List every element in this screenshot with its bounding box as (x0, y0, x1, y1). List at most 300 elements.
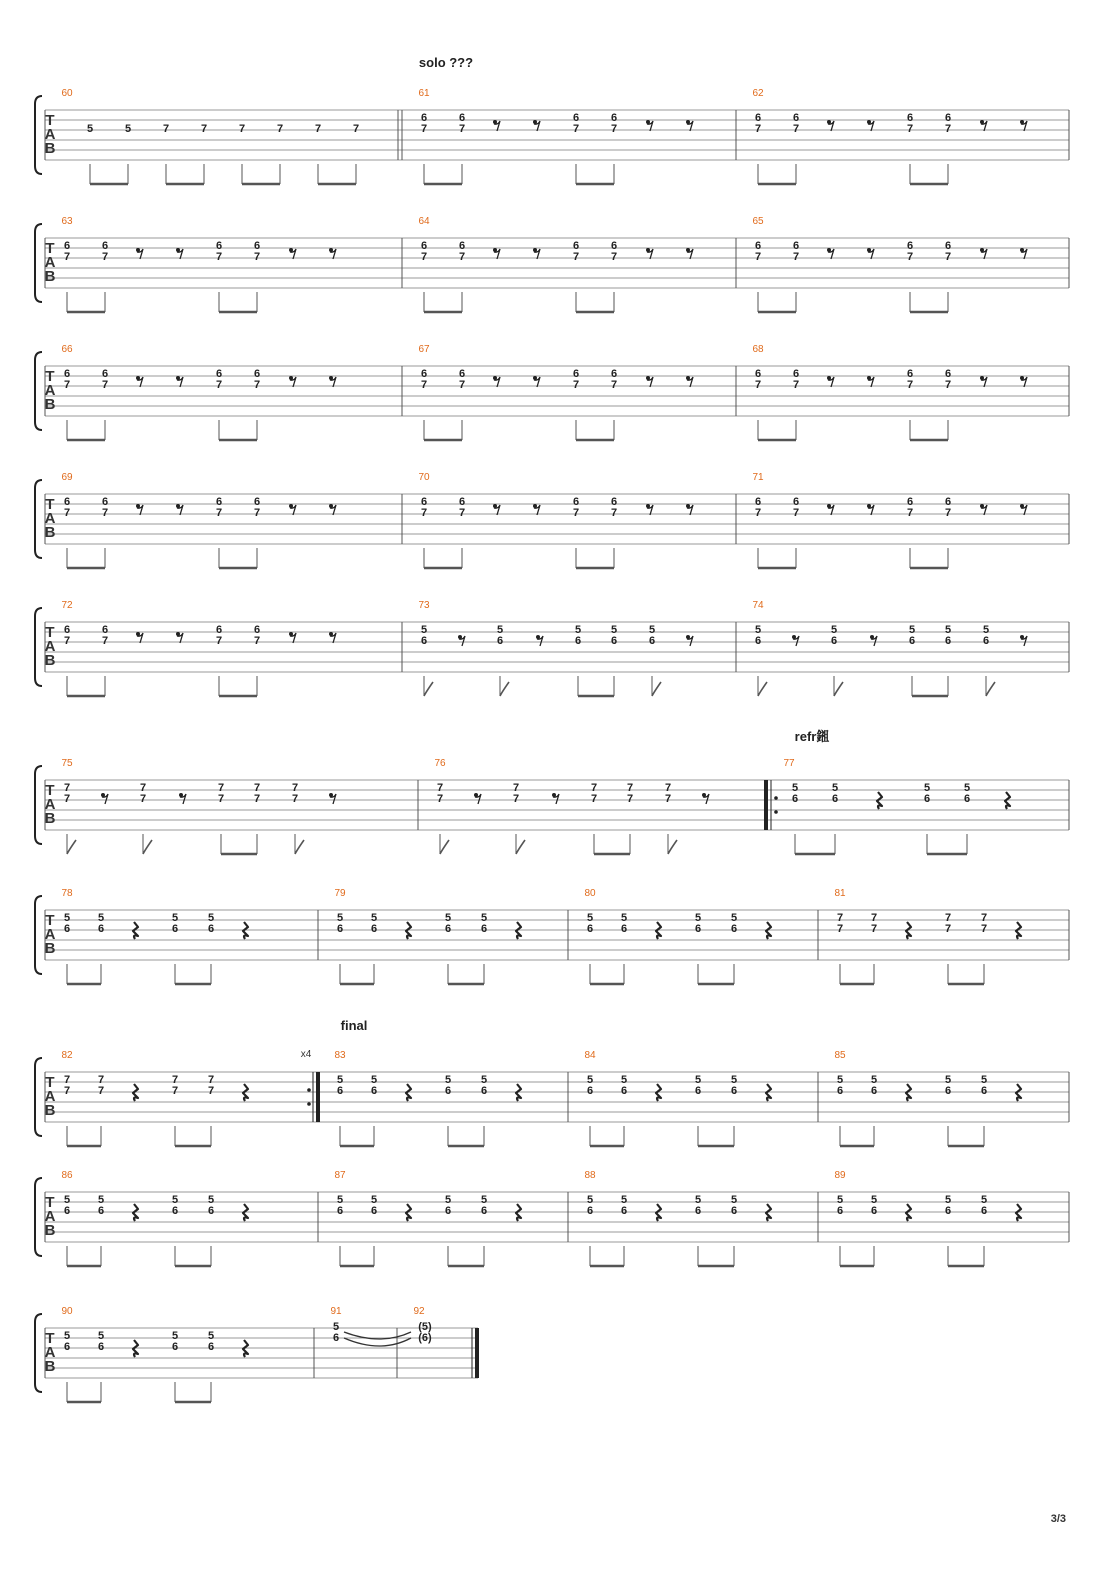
fret-number: 5 (836, 1194, 844, 1206)
fret-number: 6 (754, 368, 762, 380)
fret-number: 7 (458, 507, 466, 519)
fret-number: 5 (944, 1074, 952, 1086)
fret-number: 7 (171, 1074, 179, 1086)
fret-number: 5 (870, 1194, 878, 1206)
measure-number: 63 (61, 216, 73, 227)
measure-number: 73 (418, 600, 430, 611)
fret-number: 6 (63, 1341, 71, 1353)
tab-clef-t: T (45, 496, 55, 513)
fret-number: 7 (572, 379, 580, 391)
fret-number: 7 (590, 793, 598, 805)
fret-number: 5 (480, 912, 488, 924)
fret-number: 6 (944, 635, 952, 647)
fret-number: 7 (610, 251, 618, 263)
eighth-rest (552, 793, 559, 804)
rest-dot (136, 632, 140, 636)
fret-number: 7 (754, 379, 762, 391)
fret-number: 6 (906, 240, 914, 252)
fret-number: 5 (63, 1194, 71, 1206)
fret-number: 5 (63, 912, 71, 924)
rest-dot (533, 248, 537, 252)
fret-number: 6 (730, 1205, 738, 1217)
fret-number: 7 (63, 635, 71, 647)
rest-dot (1020, 635, 1024, 639)
rest-dot (827, 504, 831, 508)
fret-number: 6 (694, 1085, 702, 1097)
fret-number: 7 (352, 123, 360, 135)
fret-number: 7 (610, 123, 618, 135)
fret-number: 5 (980, 1074, 988, 1086)
rest-dot (493, 248, 497, 252)
rest-dot (533, 120, 537, 124)
fret-number: 6 (63, 496, 71, 508)
eighth-rest (329, 376, 336, 387)
tab-clef-a: A (44, 1344, 56, 1361)
fret-number: 7 (215, 635, 223, 647)
tab-clef-b: B (44, 524, 56, 541)
tab-clef-b: B (44, 652, 56, 669)
rest-dot (493, 376, 497, 380)
fret-number: 6 (792, 368, 800, 380)
system-bracket (35, 608, 42, 686)
tab-clef-t: T (45, 1074, 55, 1091)
fret-number: 7 (207, 1074, 215, 1086)
fret-number: 6 (730, 923, 738, 935)
fret-number: 5 (171, 1194, 179, 1206)
fret-number: 6 (980, 1085, 988, 1097)
fret-number: 5 (496, 624, 504, 636)
fret-number: 5 (586, 912, 594, 924)
fret-number: 6 (572, 496, 580, 508)
measure-number: 77 (783, 758, 795, 769)
measure-number: 65 (752, 216, 764, 227)
eighth-rest (980, 376, 987, 387)
tab-clef-b: B (44, 1102, 56, 1119)
eighth-rest (686, 248, 693, 259)
fret-number: 7 (572, 123, 580, 135)
eighth-rest (980, 248, 987, 259)
fret-number: 5 (620, 1194, 628, 1206)
fret-number: 6 (610, 368, 618, 380)
rest-dot (702, 793, 706, 797)
fret-number: 5 (444, 1074, 452, 1086)
fret-number: 6 (444, 923, 452, 935)
fret-number: 5 (336, 1074, 344, 1086)
fret-number: 7 (420, 123, 428, 135)
fret-number: 7 (63, 1074, 71, 1086)
tab-clef-b: B (44, 1358, 56, 1375)
fret-number: 6 (906, 368, 914, 380)
fret-number: 6 (458, 112, 466, 124)
rest-dot (646, 120, 650, 124)
measure-number: 72 (61, 600, 73, 611)
eighth-rest (827, 376, 834, 387)
tab-clef-a: A (44, 926, 56, 943)
fret-number: 5 (586, 1074, 594, 1086)
fret-number: 7 (63, 507, 71, 519)
fret-number: 6 (610, 112, 618, 124)
repeat-count: x4 (300, 1049, 312, 1060)
fret-number: 6 (620, 1205, 628, 1217)
eighth-rest (329, 793, 336, 804)
fret-number: 6 (253, 624, 261, 636)
measure-number: 75 (61, 758, 73, 769)
fret-number: 7 (253, 793, 261, 805)
fret-number: 5 (444, 912, 452, 924)
final-barline-thick (475, 1328, 479, 1378)
measure-number: 86 (61, 1170, 73, 1181)
eighth-rest (533, 376, 540, 387)
note-flag (67, 840, 76, 854)
fret-number: 6 (754, 635, 762, 647)
fret-number: (5) (418, 1321, 432, 1333)
fret-number: 5 (586, 1194, 594, 1206)
rest-dot (686, 120, 690, 124)
fret-number: 7 (207, 1085, 215, 1097)
fret-number: 7 (754, 507, 762, 519)
rest-dot (536, 635, 540, 639)
rest-dot (533, 376, 537, 380)
fret-number: 7 (572, 251, 580, 263)
fret-number: 5 (480, 1194, 488, 1206)
repeat-dot (307, 1102, 311, 1106)
fret-number: 7 (253, 379, 261, 391)
rest-dot (176, 248, 180, 252)
fret-number: 6 (63, 240, 71, 252)
measure-number: 84 (584, 1050, 596, 1061)
fret-number: 6 (207, 1341, 215, 1353)
fret-number: 6 (63, 923, 71, 935)
fret-number: 7 (664, 793, 672, 805)
fret-number: 7 (420, 379, 428, 391)
fret-number: 5 (97, 912, 105, 924)
fret-number: 5 (610, 624, 618, 636)
note-flag (516, 840, 525, 854)
measure-number: 69 (61, 472, 73, 483)
fret-number: 7 (944, 923, 952, 935)
fret-number: 6 (574, 635, 582, 647)
system-bracket (35, 224, 42, 302)
measure-number: 74 (752, 600, 764, 611)
fret-number: 7 (253, 507, 261, 519)
fret-number: 6 (420, 240, 428, 252)
fret-number: 6 (944, 112, 952, 124)
fret-number: 6 (830, 635, 838, 647)
fret-number: 7 (906, 251, 914, 263)
fret-number: 6 (458, 368, 466, 380)
measure-number: 67 (418, 344, 430, 355)
fret-number: 6 (253, 368, 261, 380)
section-label-final: final (340, 1018, 368, 1033)
fret-number: 6 (458, 496, 466, 508)
fret-number: 5 (336, 912, 344, 924)
eighth-rest (329, 632, 336, 643)
eighth-rest (474, 793, 481, 804)
fret-number: 7 (754, 123, 762, 135)
fret-number: 7 (63, 379, 71, 391)
fret-number: 6 (610, 240, 618, 252)
fret-number: 5 (207, 912, 215, 924)
eighth-rest (646, 376, 653, 387)
fret-number: 6 (982, 635, 990, 647)
fret-number: 6 (370, 1205, 378, 1217)
fret-number: 6 (97, 1341, 105, 1353)
fret-number: 6 (207, 1205, 215, 1217)
fret-number: 5 (86, 123, 94, 135)
rest-dot (289, 376, 293, 380)
measure-number: 68 (752, 344, 764, 355)
repeat-dot (774, 796, 778, 800)
rest-dot (329, 248, 333, 252)
rest-dot (493, 120, 497, 124)
fret-number: 6 (480, 1085, 488, 1097)
tab-clef-t: T (45, 240, 55, 257)
rest-dot (980, 376, 984, 380)
rest-dot (329, 504, 333, 508)
fret-number: 7 (754, 251, 762, 263)
fret-number: 6 (97, 923, 105, 935)
fret-number: 7 (944, 251, 952, 263)
eighth-rest (827, 120, 834, 131)
fret-number: 6 (870, 1085, 878, 1097)
note-flag (143, 840, 152, 854)
fret-number: 7 (291, 793, 299, 805)
fret-number: 6 (754, 112, 762, 124)
fret-number: 7 (664, 782, 672, 794)
fret-number: 7 (906, 507, 914, 519)
fret-number: 6 (215, 496, 223, 508)
fret-number: 6 (980, 1205, 988, 1217)
fret-number: 6 (791, 793, 799, 805)
fret-number: 7 (101, 507, 109, 519)
rest-dot (686, 248, 690, 252)
fret-number: 7 (980, 923, 988, 935)
eighth-rest (101, 793, 108, 804)
fret-number: 5 (694, 1194, 702, 1206)
eighth-rest (289, 504, 296, 515)
eighth-rest (1020, 248, 1027, 259)
fret-number: 7 (944, 123, 952, 135)
tab-clef-t: T (45, 782, 55, 799)
fret-number: 6 (754, 496, 762, 508)
fret-number: 6 (253, 496, 261, 508)
fret-number: 6 (171, 923, 179, 935)
note-flag (500, 682, 509, 696)
eighth-rest (1020, 376, 1027, 387)
tab-clef-a: A (44, 510, 56, 527)
fret-number: 7 (162, 123, 170, 135)
eighth-rest (289, 632, 296, 643)
fret-number: 7 (63, 782, 71, 794)
fret-number: 6 (480, 1205, 488, 1217)
fret-number: 6 (694, 1205, 702, 1217)
measure-number: 81 (834, 888, 846, 899)
fret-number: 6 (648, 635, 656, 647)
rest-dot (867, 376, 871, 380)
fret-number: 6 (101, 240, 109, 252)
note-flag (758, 682, 767, 696)
system-bracket (35, 1178, 42, 1256)
eighth-rest (179, 793, 186, 804)
fret-number: 5 (694, 1074, 702, 1086)
measure-number: 66 (61, 344, 73, 355)
fret-number: 7 (436, 793, 444, 805)
tab-clef-b: B (44, 268, 56, 285)
fret-number: 7 (944, 507, 952, 519)
fret-number: 6 (831, 793, 839, 805)
rest-dot (176, 632, 180, 636)
fret-number: 7 (215, 379, 223, 391)
eighth-rest (686, 504, 693, 515)
fret-number: 5 (963, 782, 971, 794)
fret-number: 7 (139, 793, 147, 805)
measure-number: 70 (418, 472, 430, 483)
eighth-rest (1020, 504, 1027, 515)
rest-dot (827, 376, 831, 380)
rest-dot (329, 793, 333, 797)
measure-number: 60 (61, 88, 73, 99)
rest-dot (686, 376, 690, 380)
fret-number: 6 (370, 923, 378, 935)
fret-number: 5 (207, 1330, 215, 1342)
note-flag (834, 682, 843, 696)
eighth-rest (329, 248, 336, 259)
eighth-rest (867, 504, 874, 515)
system-bracket (35, 1058, 42, 1136)
fret-number: 6 (792, 112, 800, 124)
fret-number: 6 (944, 368, 952, 380)
tab-clef-b: B (44, 1222, 56, 1239)
fret-number: 7 (291, 782, 299, 794)
rest-dot (474, 793, 478, 797)
fret-number: 7 (792, 379, 800, 391)
fret-number: 5 (830, 624, 838, 636)
fret-number: 7 (314, 123, 322, 135)
fret-number: 7 (610, 507, 618, 519)
fret-number: 6 (620, 1085, 628, 1097)
fret-number: 6 (836, 1205, 844, 1217)
fret-number: 5 (171, 912, 179, 924)
fret-number: 6 (923, 793, 931, 805)
fret-number: 7 (792, 507, 800, 519)
eighth-rest (136, 376, 143, 387)
fret-number: 6 (836, 1085, 844, 1097)
eighth-rest (980, 120, 987, 131)
measure-number: 83 (334, 1050, 346, 1061)
note-flag (986, 682, 995, 696)
eighth-rest (1020, 635, 1027, 646)
fret-number: 7 (200, 123, 208, 135)
rest-dot (827, 120, 831, 124)
fret-number: 7 (944, 379, 952, 391)
fret-number: 6 (215, 240, 223, 252)
fret-number: 6 (336, 923, 344, 935)
fret-number: 7 (171, 1085, 179, 1097)
fret-number: 6 (610, 635, 618, 647)
tab-clef-t: T (45, 368, 55, 385)
eighth-rest (827, 504, 834, 515)
fret-number: 6 (370, 1085, 378, 1097)
fret-number: 6 (63, 368, 71, 380)
rest-dot (179, 793, 183, 797)
rest-dot (101, 793, 105, 797)
fret-number: 5 (944, 1194, 952, 1206)
fret-number: 7 (906, 379, 914, 391)
eighth-rest (533, 504, 540, 515)
fret-number: 5 (730, 1194, 738, 1206)
fret-number: 7 (792, 123, 800, 135)
tab-clef-t: T (45, 112, 55, 129)
fret-number: 6 (420, 112, 428, 124)
fret-number: 7 (458, 379, 466, 391)
repeat-dot (307, 1088, 311, 1092)
fret-number: 5 (370, 1194, 378, 1206)
tab-clef-b: B (44, 810, 56, 827)
fret-number: 5 (336, 1194, 344, 1206)
fret-number: 6 (792, 496, 800, 508)
rest-dot (1020, 376, 1024, 380)
repeat-dot (774, 810, 778, 814)
fret-number: 7 (980, 912, 988, 924)
rest-dot (980, 504, 984, 508)
fret-number: 7 (101, 635, 109, 647)
tab-clef-t: T (45, 1330, 55, 1347)
measure-number: 89 (834, 1170, 846, 1181)
fret-number: 6 (754, 240, 762, 252)
eighth-rest (870, 635, 877, 646)
fret-number: 5 (980, 1194, 988, 1206)
eighth-rest (289, 248, 296, 259)
fret-number: (6) (418, 1332, 432, 1344)
eighth-rest (176, 632, 183, 643)
system-bracket (35, 480, 42, 558)
measure-number: 64 (418, 216, 430, 227)
measure-number: 92 (413, 1306, 425, 1317)
eighth-rest (493, 248, 500, 259)
tab-clef-a: A (44, 796, 56, 813)
eighth-rest (980, 504, 987, 515)
fret-number: 7 (906, 123, 914, 135)
fret-number: 7 (217, 793, 225, 805)
fret-number: 7 (97, 1085, 105, 1097)
fret-number: 7 (101, 251, 109, 263)
eighth-rest (867, 376, 874, 387)
fret-number: 6 (496, 635, 504, 647)
fret-number: 5 (791, 782, 799, 794)
rest-dot (176, 504, 180, 508)
measure-number: 76 (434, 758, 446, 769)
note-flag (652, 682, 661, 696)
fret-number: 7 (215, 507, 223, 519)
fret-number: 6 (420, 496, 428, 508)
rest-dot (289, 504, 293, 508)
fret-number: 7 (458, 123, 466, 135)
rest-dot (289, 632, 293, 636)
fret-number: 7 (215, 251, 223, 263)
fret-number: 7 (97, 1074, 105, 1086)
rest-dot (792, 635, 796, 639)
measure-number: 88 (584, 1170, 596, 1181)
fret-number: 6 (215, 624, 223, 636)
measure-number: 71 (752, 472, 764, 483)
eighth-rest (493, 376, 500, 387)
fret-number: 6 (171, 1205, 179, 1217)
eighth-rest (646, 504, 653, 515)
eighth-rest (646, 120, 653, 131)
fret-number: 7 (512, 782, 520, 794)
repeat-end-thick (316, 1072, 320, 1122)
fret-number: 5 (97, 1194, 105, 1206)
